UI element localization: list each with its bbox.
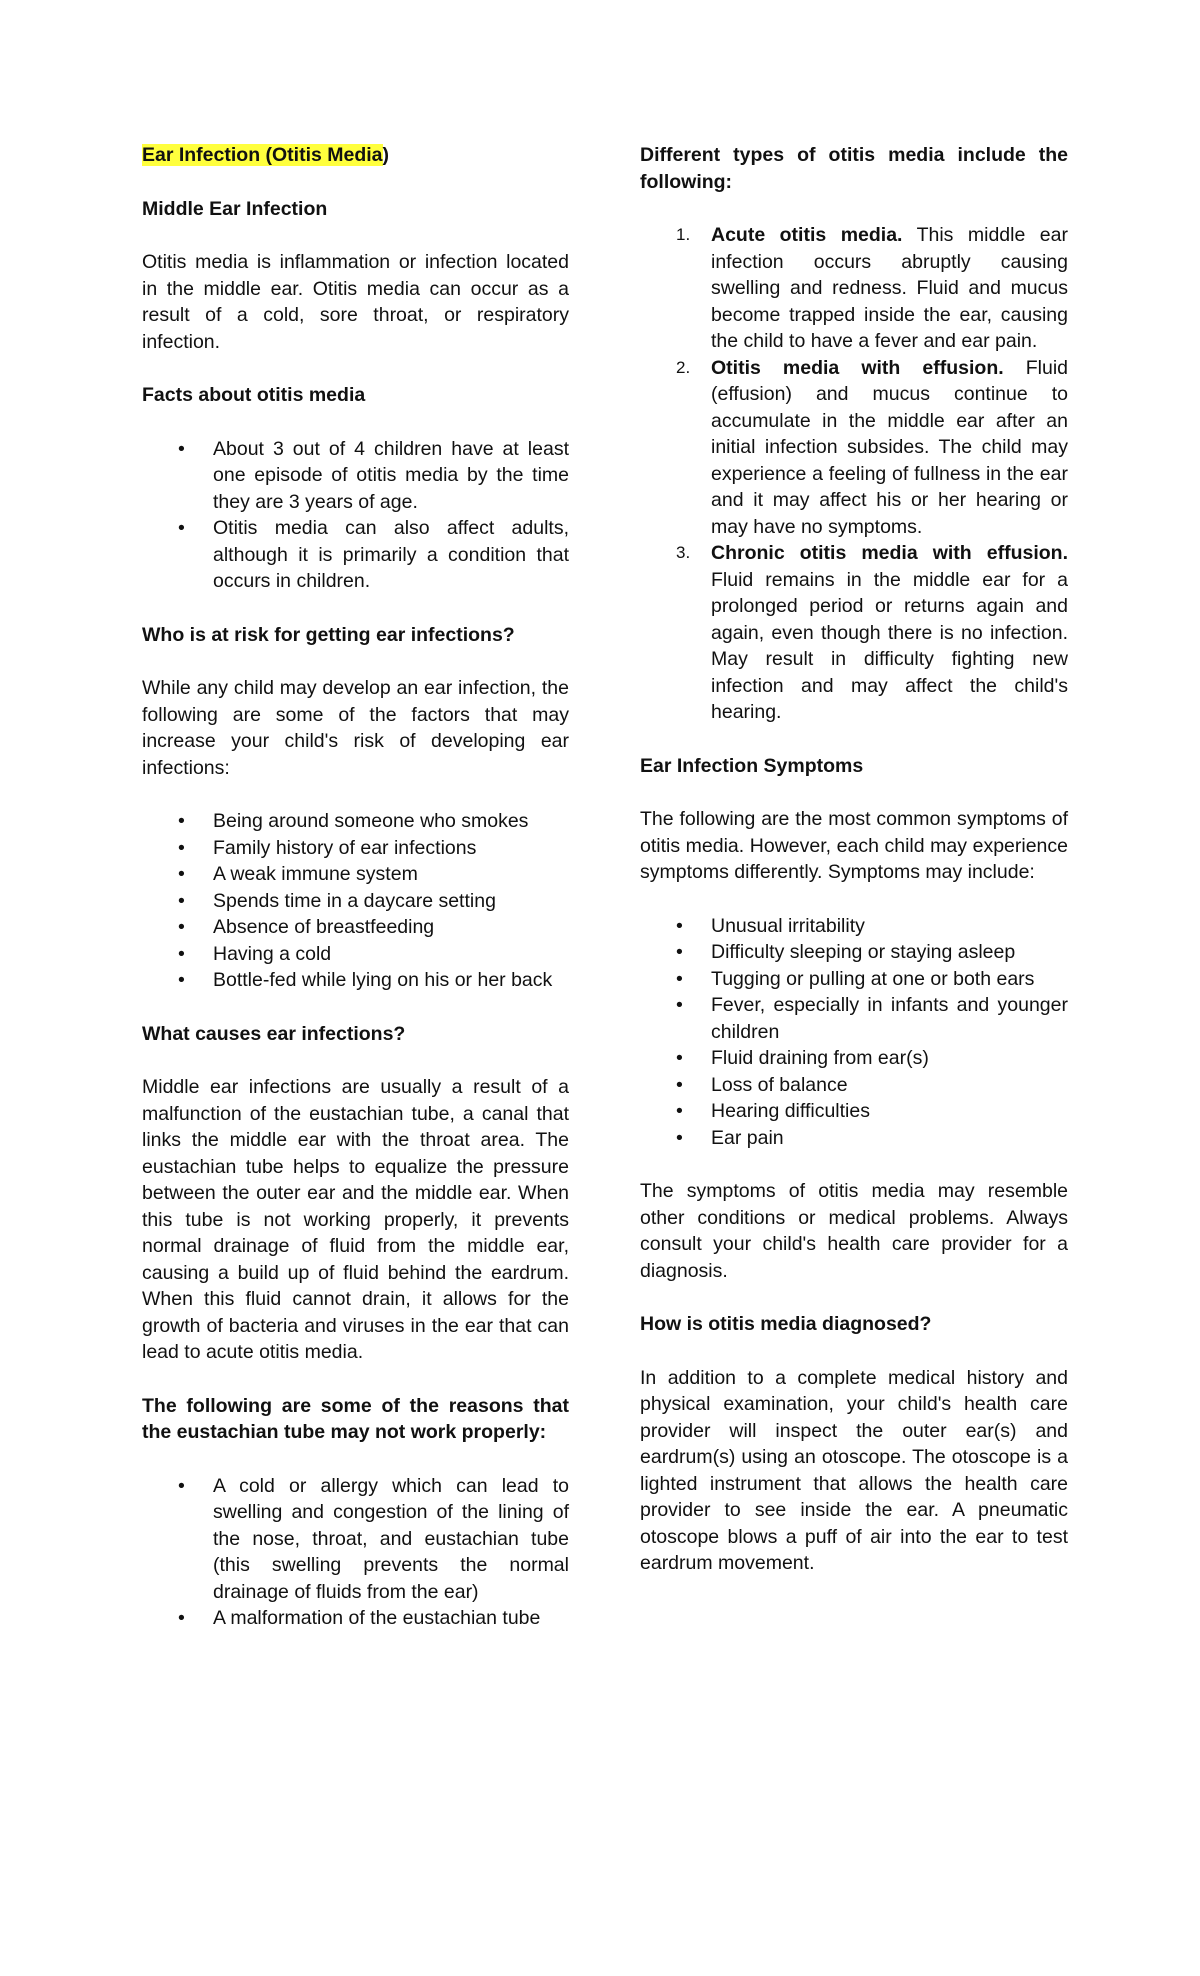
diagnosis-paragraph: In addition to a complete medical history and physical examination, your child's health care provider will inspect the outer ear(s) and eardrum(s) using an otoscope. The otoscope is a lighted instrument that allows the health care provider to see inside the ear. A pneumatic otoscope blows a puff of air into the ear to test eardrum movement.: [640, 1366, 1068, 1574]
causes-heading: What causes ear infections?: [142, 1022, 406, 1045]
risk-intro: While any child may develop an ear infection, the following are some of the factors that may increase your child's risk of developing ear infections:: [142, 677, 569, 779]
list-item: • Absence of breastfeeding: [213, 914, 569, 941]
list-item: • A malformation of the eustachian tube: [213, 1605, 569, 1632]
list-item: • Fever, especially in infants and younger children: [711, 992, 1068, 1045]
reasons-list: [142, 1473, 569, 1632]
type-description: Fluid (effusion) and mucus continue to accumulate in the middle ear after an initial infection subsides. The child may experience a feeling of fullness in the ear and it may affect his or her hearing or may have no symptoms.: [711, 356, 1068, 538]
list-item: • A cold or allergy which can lead to swelling and congestion of the lining of the nose, throat, and eustachian tube (this swelling prevents the normal drainage of fluids from the ear): [213, 1473, 569, 1606]
list-item: • Otitis media can also affect adults, although it is primarily a condition that occurs in children.: [213, 515, 569, 595]
list-number: 1.: [676, 225, 691, 244]
list-item: • Spends time in a daycare setting: [213, 888, 569, 915]
list-item: • Difficulty sleeping or staying asleep: [711, 939, 1068, 966]
left-column: [142, 142, 569, 1632]
symptoms-note: The symptoms of otitis media may resemble other conditions or medical problems. Always consult your child's health care provider for a diagnosis.: [640, 1180, 1068, 1282]
subtitle: Middle Ear Infection: [142, 197, 328, 220]
list-item: • Fluid draining from ear(s): [711, 1045, 1068, 1072]
reasons-heading: The following are some of the reasons that the eustachian tube may not work properly:: [142, 1394, 569, 1443]
risk-factors-list: [142, 808, 569, 994]
symptoms-intro: The following are the most common symptoms of otitis media. However, each child may experience symptoms differently. Symptoms may include:: [640, 808, 1068, 883]
list-item: • Bottle-fed while lying on his or her back: [213, 967, 569, 994]
list-item: • Tugging or pulling at one or both ears: [711, 966, 1068, 993]
list-number: 2.: [676, 357, 691, 377]
diagnosis-heading: How is otitis media diagnosed?: [640, 1313, 932, 1335]
list-item: • Ear pain: [711, 1125, 1068, 1152]
right-column: [640, 142, 1068, 1577]
type-description: This middle ear infection occurs abruptly causing swelling and redness. Fluid and mucus become trapped inside the ear, causing the child to have a fever and ear pain.: [711, 224, 1068, 352]
list-item: • Having a cold: [213, 941, 569, 968]
list-item: [676, 222, 1068, 355]
list-item: • Hearing difficulties: [711, 1098, 1068, 1125]
type-description: Fluid remains in the middle ear for a prolonged period or returns again and again, even though there is no infection. May result in difficulty fighting new infection and may affect the child's hearing.: [711, 568, 1068, 723]
list-item: • A weak immune system: [213, 861, 569, 888]
types-heading: Different types of otitis media include the following:: [640, 144, 1068, 193]
list-item: • Family history of ear infections: [213, 835, 569, 862]
facts-list: [142, 436, 569, 595]
types-list: [640, 222, 1068, 726]
document-title: [142, 142, 569, 169]
list-item: • About 3 out of 4 children have at least one episode of otitis media by the time they are 3 years of age.: [213, 436, 569, 516]
risk-heading: Who is at risk for getting ear infections?: [142, 623, 515, 646]
list-number: 3.: [676, 543, 691, 562]
symptoms-list: [640, 913, 1068, 1152]
type-term: Chronic otitis media with effusion.: [711, 542, 1068, 564]
list-item: • Loss of balance: [711, 1072, 1068, 1099]
causes-paragraph: Middle ear infections are usually a result of a malfunction of the eustachian tube, a canal that links the middle ear with the throat area. The eustachian tube helps to equalize the pressure between the outer ear and the middle ear. When this tube is not working properly, it prevents normal drainage of fluid from the middle ear, causing a build up of fluid behind the eardrum. When this fluid cannot drain, it allows for the growth of bacteria and viruses in the ear that can lead to acute otitis media.: [142, 1076, 569, 1363]
list-item: • Unusual irritability: [711, 913, 1068, 940]
type-term: Acute otitis media.: [711, 224, 903, 246]
title-closing: ): [382, 144, 390, 166]
intro-paragraph: Otitis media is inflammation or infection located in the middle ear. Otitis media can occur as a result of a cold, sore throat, or respiratory infection.: [142, 251, 569, 353]
list-item: [676, 540, 1068, 726]
symptoms-heading: Ear Infection Symptoms: [640, 754, 864, 777]
title-highlight: Ear Infection (Otitis Media: [142, 144, 383, 166]
facts-heading: Facts about otitis media: [142, 384, 366, 406]
list-item: [676, 355, 1068, 541]
list-item: • Being around someone who smokes: [213, 808, 569, 835]
type-term: Otitis media with effusion.: [711, 356, 1004, 379]
